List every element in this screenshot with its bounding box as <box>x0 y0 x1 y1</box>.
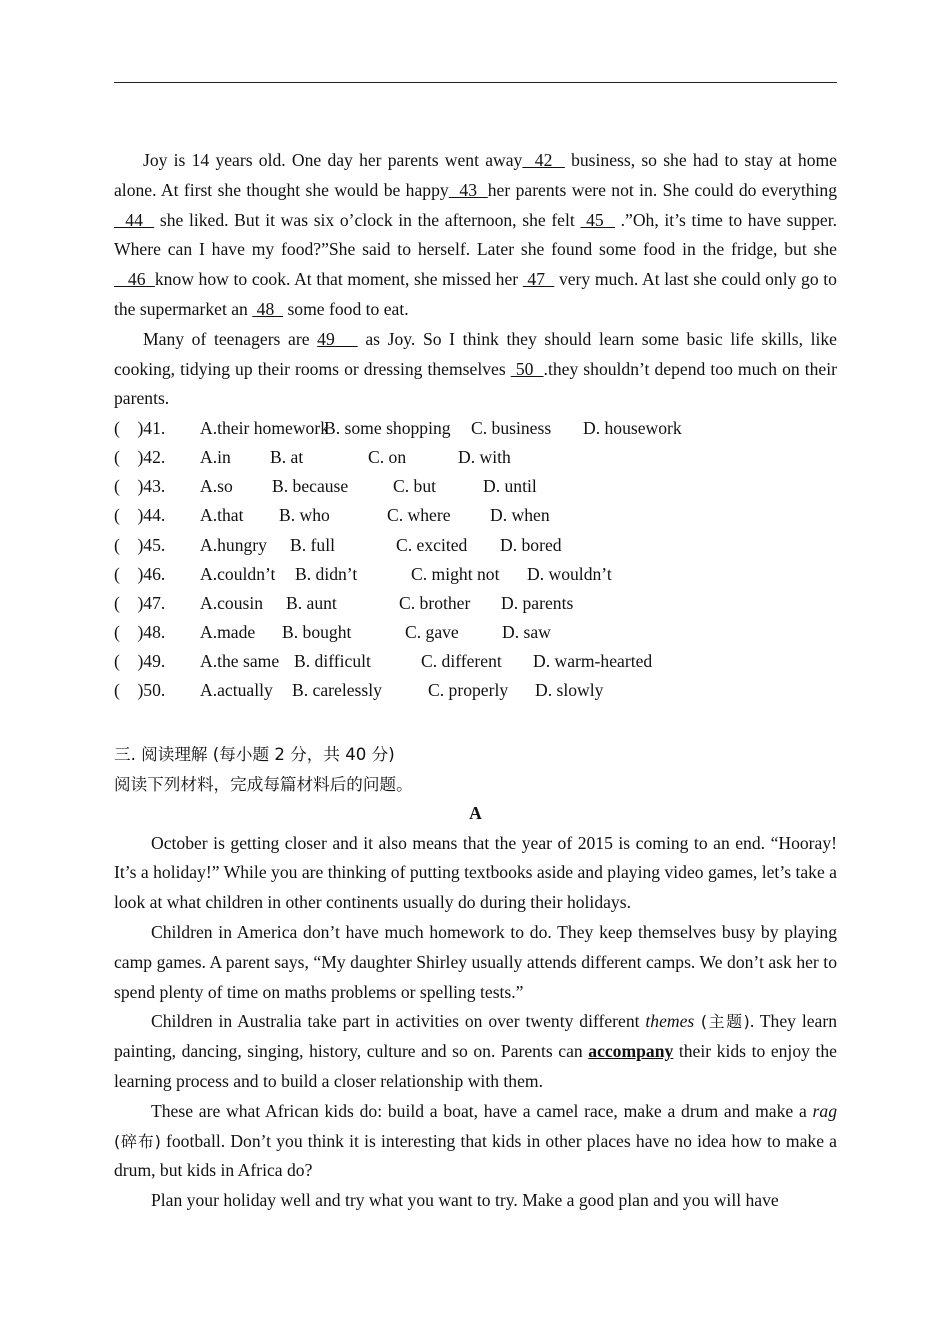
page-content <box>114 146 837 1216</box>
option-row-46: ( )46. A.couldn’t B. didn’t C. might not D. wouldn’t <box>114 563 612 584</box>
options-list <box>114 414 837 705</box>
option-row-45: ( )45. A.hungry B. full C. excited D. bored <box>114 534 562 555</box>
passage-a-paragraph-2: Children in America don’t have much homework to do. They keep themselves busy by playing camp games. A parent says, “My daughter Shirley usually attends different camps. We don’t ask her to spend plenty of time on maths problems or spelling tests.” <box>114 922 837 1002</box>
word-accompany: accompany <box>588 1041 674 1062</box>
option-row-44: ( )44. A.that B. who C. where D. when <box>114 505 550 526</box>
header-rule <box>114 82 837 83</box>
option-row-48: ( )48. A.made B. bought C. gave D. saw <box>114 621 551 642</box>
passage-a-paragraph-3: Children in Australia take part in activities on over twenty different themes (主题). They learn painting, dancing, singing, history, culture and so on. Parents can accompany their kids to enjoy the learning process and to build a closer relationship with them. <box>114 1011 837 1091</box>
blank-47: 47 <box>522 269 555 290</box>
word-rag: rag <box>812 1100 837 1121</box>
gloss-rag: (碎布) <box>114 1131 161 1151</box>
blank-45: 45 <box>580 209 615 230</box>
passage-a-paragraph-1: October is getting closer and it also means that the year of 2015 is coming to an end. “Hooray! It’s a holiday!” While you are thinking of putting textbooks aside and playing video games, let’s take a look at what children in other continents usually do during their holidays. <box>114 832 837 913</box>
blank-50: 50 <box>510 358 544 379</box>
blank-43: 43 <box>448 179 488 200</box>
passage-a-paragraph-4: These are what African kids do: build a boat, have a camel race, make a drum and make a rag (碎布) football. Don’t you think it is interesting that kids in other places have no idea how to make a drum, but kids in Africa do? <box>114 1100 837 1181</box>
option-row-50: ( )50. A.actually B. carelessly C. properly D. slowly <box>114 680 604 701</box>
option-row-43: ( )43. A.so B. because C. but D. until <box>114 476 537 497</box>
passage-title: A <box>469 803 482 824</box>
blank-44: 44 <box>114 209 155 230</box>
cloze-paragraph-2: Many of teenagers are 49 as Joy. So I think they should learn some basic life skills, like cooking, tidying up their rooms or dressing themselves 50 .they shouldn’t depend too much on their parents. <box>114 328 837 409</box>
section-instruction: 阅读下列材料，完成每篇材料后的问题。 <box>114 774 413 794</box>
blank-48: 48 <box>252 298 284 319</box>
section-heading: 三. 阅读理解 (每小题 2 分，共 40 分) <box>114 745 395 765</box>
option-row-41: ( )41. A.their homework B. some shopping C. business D. housework <box>114 418 682 439</box>
gloss-themes: (主题) <box>694 1012 750 1032</box>
blank-42: 42 <box>522 150 565 170</box>
option-row-49: ( )49. A.the same B. difficult C. different D. warm-hearted <box>114 650 653 671</box>
option-row-42: ( )42. A.in B. at C. on D. with <box>114 447 511 468</box>
passage-a-paragraph-5: Plan your holiday well and try what you want to try. Make a good plan and you will have <box>151 1190 779 1211</box>
option-row-47: ( )47. A.cousin B. aunt C. brother D. parents <box>114 592 574 613</box>
word-themes: themes <box>645 1011 695 1032</box>
blank-46: 46 <box>114 269 155 290</box>
blank-49: 49 <box>317 328 358 349</box>
cloze-paragraph-1: Joy is 14 years old. One day her parents went away 42 business, so she had to stay at home alone. At first she thought she would be happy 43 her parents were not in. She could do everything 44 she liked. But it was six o’clock in the afternoon, she felt 45 .”Oh, it’s time to have supper. Where can I have my food?”She said to herself. Later she found some food in the fridge, but she 46 know how to cook. At that moment, she missed her 47 very much. At last she could only go to the supermarket an 48 some food to eat. <box>114 150 838 319</box>
